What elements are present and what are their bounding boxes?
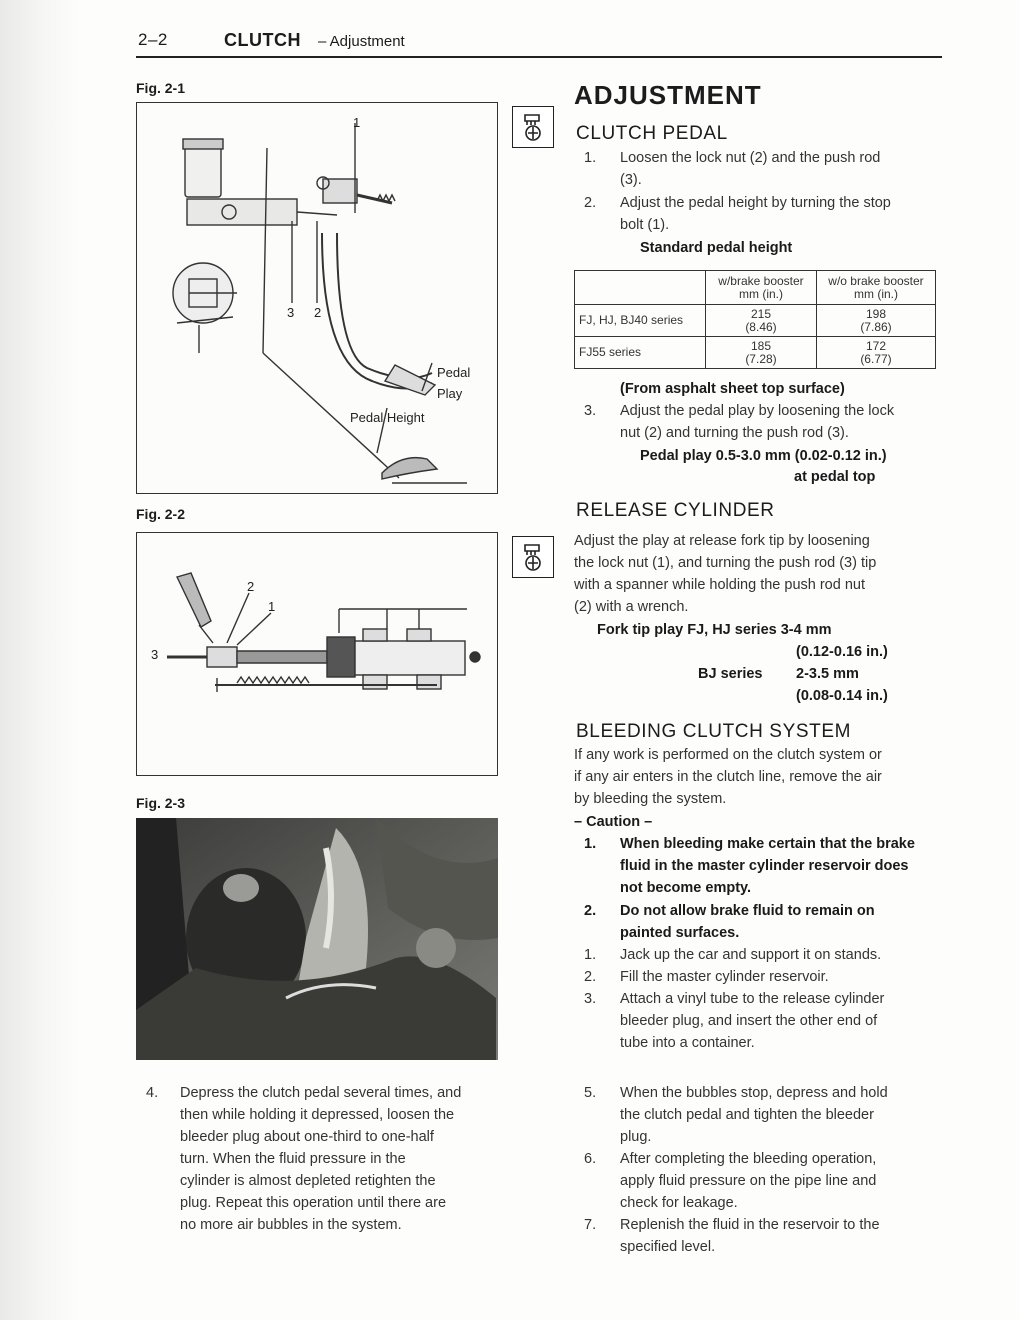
caution-1-num: 1. xyxy=(584,836,597,852)
main-heading: ADJUSTMENT xyxy=(574,80,762,110)
release-cylinder-heading: RELEASE CYLINDER xyxy=(576,500,775,521)
row1-v1-in: (8.46) xyxy=(745,319,777,334)
bleed-step-5-line-3: plug. xyxy=(620,1129,652,1145)
bleed-step-4-line-5: cylinder is almost depleted retighten the xyxy=(180,1173,436,1189)
bleed-step-5-line-1: When the bubbles stop, depress and hold xyxy=(620,1085,888,1101)
bleed-step-5-num: 5. xyxy=(584,1085,597,1101)
row1-v2-in: (7.86) xyxy=(860,319,892,334)
caution-1-line-1: When bleeding make certain that the brake xyxy=(620,836,915,852)
fig1-callout-2: 2 xyxy=(314,305,322,320)
row1-v1: 215 xyxy=(750,306,772,321)
row1-v2: 198 xyxy=(865,306,887,321)
fig-2-1-label: Fig. 2-1 xyxy=(136,80,186,96)
bleed-step-7-line-2: specified level. xyxy=(620,1239,716,1255)
caution-2-num: 2. xyxy=(584,903,597,919)
fig2-callout-1: 1 xyxy=(268,599,276,614)
caution-1-line-2: fluid in the master cylinder reservoir does xyxy=(620,858,909,874)
bleed-step-4-line-1: Depress the clutch pedal several times, and xyxy=(180,1085,462,1101)
bleed-step-5-line-2: the clutch pedal and tighten the bleeder xyxy=(620,1107,874,1123)
pedal-height-table xyxy=(574,270,936,369)
engine-bay-photo xyxy=(136,818,498,1060)
fig-2-1-pedal-diagram xyxy=(136,102,498,494)
table-header-without-booster xyxy=(817,271,936,305)
section-subtitle: – Adjustment xyxy=(318,33,405,50)
caution-1-line-3: not become empty. xyxy=(620,880,752,896)
table-header-with-booster xyxy=(706,271,817,305)
bleed-step-3-line-2: bleeder plug, and insert the other end of xyxy=(620,1013,878,1029)
bleed-step-1: Jack up the car and support it on stands. xyxy=(620,947,882,963)
cp-step-2-text-a: Adjust the pedal height by turning the stop xyxy=(620,195,891,211)
bleed-step-7-line-1: Replenish the fluid in the reservoir to the xyxy=(620,1217,880,1233)
bleed-step-3-line-1: Attach a vinyl tube to the release cylinder xyxy=(620,991,885,1007)
cp-step-2-num: 2. xyxy=(584,195,597,211)
bleed-step-6-line-3: check for leakage. xyxy=(620,1195,738,1211)
fig2-callout-2: 2 xyxy=(247,579,255,594)
bleed-step-7-num: 7. xyxy=(584,1217,597,1233)
th-without-booster: w/o brake booster xyxy=(828,273,924,288)
bleed-step-3-num: 3. xyxy=(584,991,597,1007)
asphalt-note: (From asphalt sheet top surface) xyxy=(620,381,845,397)
sst-hand-tool-icon xyxy=(512,106,554,148)
pedal-play-spec: Pedal play 0.5-3.0 mm (0.02-0.12 in.) xyxy=(640,448,887,464)
sst-hand-tool-icon-2 xyxy=(512,536,554,578)
fig1-callout-1: 1 xyxy=(353,115,361,130)
row2-v2-in: (6.77) xyxy=(860,351,892,366)
bj-series-value: 2-3.5 mm xyxy=(796,666,859,682)
row2-with-booster xyxy=(706,337,817,369)
cp-step-3-text-b: nut (2) and turning the push rod (3). xyxy=(620,425,849,441)
bleed-step-4-line-3: bleeder plug about one-third to one-half xyxy=(180,1129,434,1145)
bleed-intro-1: If any work is performed on the clutch system or xyxy=(574,747,882,763)
fig-2-2-label: Fig. 2-2 xyxy=(136,506,186,522)
row1-with-booster xyxy=(706,305,817,337)
th-with-booster-unit: mm (in.) xyxy=(739,286,783,301)
fig2-callout-3: 3 xyxy=(151,647,159,662)
table-row xyxy=(575,337,936,369)
bleed-step-2-num: 2. xyxy=(584,969,597,985)
fig1-pedal-height-label: Pedal Height xyxy=(350,410,425,425)
bleed-step-3-line-3: tube into a container. xyxy=(620,1035,755,1051)
rc-line-4: (2) with a wrench. xyxy=(574,599,689,615)
row1-without-booster xyxy=(817,305,936,337)
section-title: CLUTCH xyxy=(224,30,301,50)
fork-tip-spec-in-2: (0.08-0.14 in.) xyxy=(796,688,888,704)
page-edge-shadow xyxy=(0,0,80,1320)
fig1-callout-3: 3 xyxy=(287,305,295,320)
fig-2-2-release-cylinder-diagram xyxy=(136,532,498,776)
bleed-step-1-num: 1. xyxy=(584,947,597,963)
cp-step-2-text-b: bolt (1). xyxy=(620,217,670,233)
bleed-step-2: Fill the master cylinder reservoir. xyxy=(620,969,829,985)
std-pedal-height-label: Standard pedal height xyxy=(640,240,793,256)
caution-heading: – Caution – xyxy=(574,814,653,830)
fig1-pedal-play-label-1: Pedal xyxy=(437,365,471,380)
bleeding-heading: BLEEDING CLUTCH SYSTEM xyxy=(576,721,852,742)
bleed-intro-3: by bleeding the system. xyxy=(574,791,727,807)
bleed-step-6-line-1: After completing the bleeding operation, xyxy=(620,1151,877,1167)
fork-tip-spec-in-1: (0.12-0.16 in.) xyxy=(796,644,888,660)
row2-without-booster xyxy=(817,337,936,369)
fig-2-3-photo xyxy=(136,818,498,1060)
rc-line-3: with a spanner while holding the push rod nut xyxy=(574,577,865,593)
clutch-pedal-heading: CLUTCH PEDAL xyxy=(576,123,728,144)
cp-step-1-text-a: Loosen the lock nut (2) and the push rod xyxy=(620,150,881,166)
bleed-step-4-line-7: no more air bubbles in the system. xyxy=(180,1217,402,1233)
bleed-step-6-line-2: apply fluid pressure on the pipe line and xyxy=(620,1173,877,1189)
header-rule xyxy=(136,56,942,58)
bj-series-label: BJ series xyxy=(698,666,763,682)
row1-label: FJ, HJ, BJ40 series xyxy=(575,305,706,337)
cp-step-1-text-b: (3). xyxy=(620,172,642,188)
cp-step-3-text-a: Adjust the pedal play by loosening the lock xyxy=(620,403,895,419)
pedal-diagram-drawing xyxy=(137,103,497,493)
table-corner xyxy=(575,271,706,305)
table-row xyxy=(575,305,936,337)
row2-v1-in: (7.28) xyxy=(745,351,777,366)
bleed-step-4-line-2: then while holding it depressed, loosen the xyxy=(180,1107,455,1123)
caution-2-line-1: Do not allow brake fluid to remain on xyxy=(620,903,875,919)
fig-2-3-label: Fig. 2-3 xyxy=(136,795,186,811)
fig1-pedal-play-label-2: Play xyxy=(437,386,463,401)
release-cylinder-drawing xyxy=(137,533,497,775)
pedal-play-spec-note: at pedal top xyxy=(794,469,876,485)
bleed-step-4-line-6: plug. Repeat this operation until there are xyxy=(180,1195,447,1211)
rc-line-2: the lock nut (1), and turning the push rod (3) tip xyxy=(574,555,877,571)
bleed-step-4-num: 4. xyxy=(146,1085,159,1101)
bleed-intro-2: if any air enters in the clutch line, remove the air xyxy=(574,769,882,785)
page-number: 2–2 xyxy=(138,30,168,49)
row2-v1: 185 xyxy=(750,338,772,353)
row2-v2: 172 xyxy=(865,338,887,353)
cp-step-3-num: 3. xyxy=(584,403,597,419)
caution-2-line-2: painted surfaces. xyxy=(620,925,740,941)
bleed-step-6-num: 6. xyxy=(584,1151,597,1167)
th-with-booster: w/brake booster xyxy=(718,273,804,288)
rc-line-1: Adjust the play at release fork tip by loosening xyxy=(574,533,870,549)
cp-step-1-num: 1. xyxy=(584,150,597,166)
row2-label: FJ55 series xyxy=(575,337,706,369)
th-without-booster-unit: mm (in.) xyxy=(854,286,898,301)
bleed-step-4-line-4: turn. When the fluid pressure in the xyxy=(180,1151,406,1167)
fork-tip-spec: Fork tip play FJ, HJ series 3-4 mm xyxy=(597,622,832,638)
